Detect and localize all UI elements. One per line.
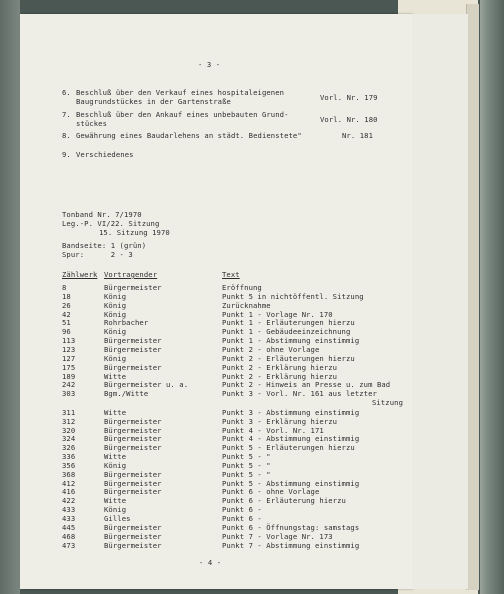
protocol-row-speaker: Bürgermeister [104,336,162,346]
protocol-row-speaker: Bürgermeister [104,434,162,444]
protocol-row-counter: 422 [62,496,76,506]
protocol-row-text: Punkt 7 - Vorlage Nr. 173 [222,531,333,541]
protocol-row-text: Punkt 5 - Abstimmung einstimmig [222,478,360,488]
protocol-row-text: Punkt 2 - ohne Vorlage [222,344,320,354]
agenda-item-number: 7. [62,110,71,119]
protocol-row-counter: 123 [62,344,76,354]
binder-left-edge [0,0,20,594]
protocol-row-text: Zurücknahme [222,300,271,310]
protocol-row-text: Punkt 4 - Vorl. Nr. 171 [222,425,324,435]
protocol-row-counter: 96 [62,327,71,337]
protocol-row-text: Punkt 5 - " [222,460,271,470]
agenda-item-number: 6. [62,88,71,97]
protocol-row-speaker: Bürgermeister [104,443,162,453]
agenda-item-title: Gewährung eines Baudarlehens an städt. Bedienstete" [76,131,302,140]
protocol-row-speaker: Bürgermeister [104,416,162,426]
protocol-row-counter: 18 [62,291,71,301]
protocol-row-text: Punkt 2 - Erklärung hierzu [222,371,338,381]
protocol-row-counter: 326 [62,443,76,453]
protocol-row-counter: 127 [62,353,76,363]
protocol-row-speaker: Bürgermeister [104,540,162,550]
protocol-row-counter: 356 [62,460,76,470]
protocol-row-text: Eröffnung [222,283,262,292]
protocol-row-counter: 320 [62,425,76,435]
protocol-row-counter: 242 [62,380,76,390]
page-number-top: - 3 - [198,60,221,69]
protocol-row-text: Punkt 7 - Abstimmung einstimmig [222,540,360,550]
protocol-row-counter: 175 [62,362,76,372]
agenda-item-title: Beschluß über den Ankauf eines unbebauten Grund- [76,110,289,119]
protocol-row-speaker: Bürgermeister [104,344,162,354]
protocol-row-text: Punkt 3 - Erklärung hierzu [222,416,338,426]
tape-side: Bandseite: 1 (grün) [62,241,147,250]
protocol-row-counter: 42 [62,309,71,319]
protocol-row-counter: 303 [62,389,76,399]
agenda-item-number: 9. [62,150,71,159]
protocol-row-counter: 51 [62,318,71,328]
protocol-row-speaker: Bürgermeister [104,425,162,435]
protocol-row-text: Punkt 5 - " [222,469,271,479]
protocol-row-speaker: König [104,291,127,301]
agenda-item-title-cont: stückes [76,119,107,128]
page-number-bottom: - 4 - [199,558,222,567]
agenda-item-title-cont: Baugrundstückes in der Gartenstraße [76,97,231,106]
protocol-row-text: Punkt 1 - Erläuterungen hierzu [222,318,355,328]
protocol-row-text: Punkt 6 - [222,505,262,515]
protocol-row-counter: 26 [62,300,71,310]
protocol-row-speaker: König [104,327,127,337]
protocol-row-text: Punkt 5 - " [222,452,271,462]
protocol-row-text: Punkt 6 - [222,514,262,523]
protocol-row-speaker: Bürgermeister [104,478,162,488]
protocol-row-text-cont: Sitzung [372,398,403,407]
protocol-row-counter: 433 [62,514,76,523]
protocol-row-counter: 8 [62,283,67,292]
protocol-row-speaker: Witte [104,371,127,381]
agenda-item-reference: Nr. 181 [342,131,373,140]
legislative-period: Leg.-P. VI/22. Sitzung [62,219,160,228]
protocol-row-speaker: Bürgermeister [104,283,162,292]
protocol-row-text: Punkt 2 - Erklärung hierzu [222,362,338,372]
protocol-row-text: Punkt 3 - Abstimmung einstimmig [222,407,360,417]
protocol-row-counter: 468 [62,531,76,541]
protocol-row-speaker: Witte [104,496,127,506]
protocol-row-text: Punkt 1 - Vorlage Nr. 170 [222,309,333,319]
protocol-row-speaker: Gilles [104,514,131,523]
protocol-row-speaker: König [104,460,127,470]
protocol-row-counter: 312 [62,416,76,426]
protocol-row-speaker: Witte [104,407,127,417]
protocol-row-speaker: Bürgermeister [104,522,162,532]
protocol-row-counter: 445 [62,522,76,532]
protocol-row-counter: 368 [62,469,76,479]
protocol-row-text: Punkt 4 - Abstimmung einstimmig [222,434,360,444]
tape-track: Spur: 2 - 3 [62,250,133,259]
protocol-row-text: Punkt 6 - ohne Vorlage [222,487,320,497]
protocol-row-speaker: König [104,505,127,515]
protocol-row-text: Punkt 2 - Erläuterungen hierzu [222,353,355,363]
session-number: 15. Sitzung 1970 [99,228,170,237]
protocol-row-counter: 416 [62,487,76,497]
protocol-row-counter: 113 [62,336,76,346]
protocol-row-speaker: König [104,300,127,310]
protocol-row-text: Punkt 6 - Erläuterung hierzu [222,496,346,506]
protocol-row-counter: 336 [62,452,76,462]
protocol-row-speaker: König [104,309,127,319]
protocol-row-text: Punkt 2 - Hinweis an Presse u. zum Bad [222,380,391,390]
binder-right-edge [480,0,504,594]
protocol-row-counter: 433 [62,505,76,515]
protocol-row-speaker: König [104,353,127,363]
document-page-right-area [412,14,468,589]
protocol-row-text: Punkt 5 in nichtöffentl. Sitzung [222,291,364,301]
protocol-row-counter: 412 [62,478,76,488]
protocol-row-speaker: Witte [104,452,127,462]
column-header-counter: Zählwerk [62,270,98,279]
protocol-row-speaker: Bürgermeister [104,531,162,541]
protocol-row-text: Punkt 3 - Vorl. Nr. 161 aus letzter [222,389,377,399]
protocol-row-speaker: Bürgermeister [104,362,162,372]
agenda-item-title: Verschiedenes [76,150,134,159]
tape-number: Tonband Nr. 7/1970 [62,210,142,219]
protocol-row-counter: 189 [62,371,76,381]
column-header-text: Text [222,270,240,279]
protocol-row-text: Punkt 5 - Erläuterungen hierzu [222,443,355,453]
agenda-item-title: Beschluß über den Verkauf eines hospitaleigenen [76,88,285,97]
protocol-row-speaker: Rohrbacher [104,318,149,328]
protocol-row-counter: 311 [62,407,76,417]
protocol-row-speaker: Bürgermeister [104,487,162,497]
agenda-item-reference: Vorl. Nr. 180 [320,115,378,124]
protocol-row-speaker: Bürgermeister [104,469,162,479]
protocol-row-counter: 324 [62,434,76,444]
protocol-row-counter: 473 [62,540,76,550]
agenda-item-reference: Vorl. Nr. 179 [320,93,378,102]
protocol-row-speaker: Bgm./Witte [104,389,149,399]
protocol-row-text: Punkt 6 - Öffnungstag: samstags [222,522,360,532]
agenda-item-number: 8. [62,131,71,140]
protocol-row-text: Punkt 1 - Abstimmung einstimmig [222,336,360,346]
protocol-row-speaker: Bürgermeister u. a. [104,380,189,390]
column-header-speaker: Vortragender [104,270,158,279]
protocol-row-text: Punkt 1 - Gebäudeeinzeichnung [222,327,351,337]
